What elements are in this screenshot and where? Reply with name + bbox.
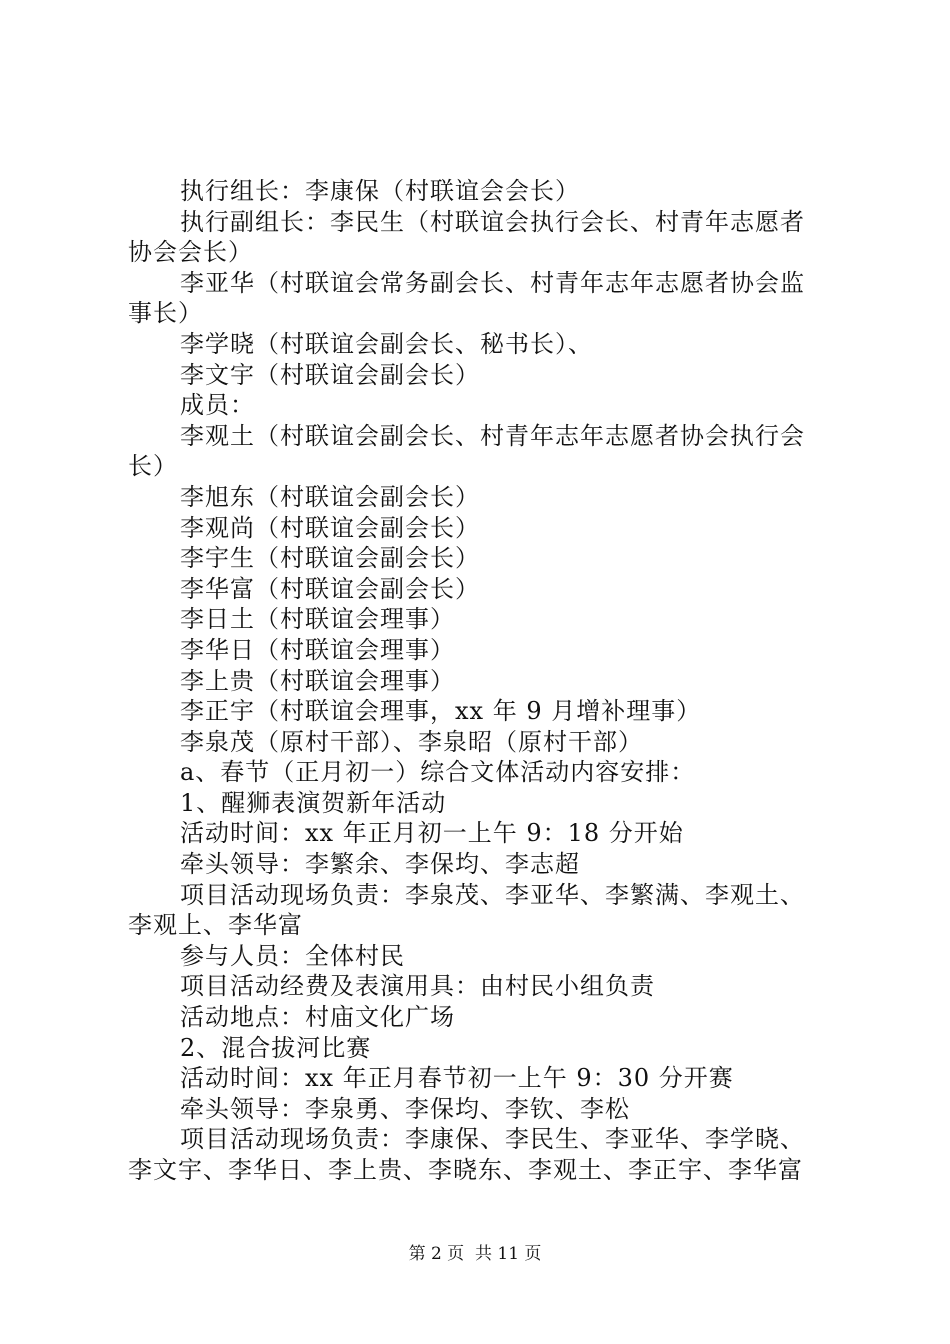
text-line: 牵头领导：李泉勇、李保均、李钦、李松: [180, 1094, 630, 1123]
text-line: 参与人员：全体村民: [180, 941, 405, 970]
text-line: 项目活动现场负责：李泉茂、李亚华、李繁满、李观土、: [180, 880, 805, 909]
page-footer: 第 2 页 共 11 页: [408, 1244, 542, 1264]
text-line: 执行组长：李康保（村联谊会会长）: [180, 177, 580, 205]
text-line: 李日土（村联谊会理事）: [180, 605, 455, 634]
text-line: 李华日（村联谊会理事）: [180, 635, 455, 664]
section-heading: a、春节（正月初一）综合文体活动内容安排：: [180, 758, 696, 787]
text-line: 活动时间：xx 年正月初一上午 9：18 分开始: [180, 819, 684, 848]
text-line: 项目活动现场负责：李康保、李民生、李亚华、李学晓、: [180, 1125, 805, 1154]
text-line: 李文宇（村联谊会副会长）: [180, 360, 480, 389]
text-line: 长）: [128, 452, 178, 481]
text-line: 李宇生（村联谊会副会长）: [180, 544, 480, 573]
item-heading: 1、醒狮表演贺新年活动: [180, 788, 447, 817]
document-body: [128, 176, 833, 1186]
item-heading: 2、混合拔河比赛: [180, 1033, 372, 1062]
text-line: 事长）: [128, 299, 203, 328]
text-line: 执行副组长：李民生（村联谊会执行会长、村青年志愿者: [180, 207, 805, 236]
text-line: 李文宇、李华日、李上贵、李晓东、李观土、李正宇、李华富: [128, 1156, 803, 1184]
text-line: 活动地点：村庙文化广场: [180, 1003, 455, 1032]
text-line: 李正宇（村联谊会理事，xx 年 9 月增补理事）: [180, 697, 702, 726]
text-line: 成员：: [180, 391, 255, 420]
text-line: 李华富（村联谊会副会长）: [180, 574, 480, 603]
text-line: 牵头领导：李繁余、李保均、李志超: [180, 850, 580, 879]
text-line: 李亚华（村联谊会常务副会长、村青年志年志愿者协会监: [180, 268, 805, 297]
text-line: 李观尚（村联谊会副会长）: [180, 513, 480, 542]
text-line: 李上贵（村联谊会理事）: [180, 666, 455, 695]
text-line: 李观土（村联谊会副会长、村青年志年志愿者协会执行会: [180, 421, 805, 450]
text-line: 活动时间：xx 年正月春节初一上午 9：30 分开赛: [180, 1064, 734, 1093]
text-line: 协会会长）: [128, 238, 253, 267]
text-line: 李泉茂（原村干部）、李泉昭（原村干部）: [180, 727, 643, 756]
text-line: 李观上、李华富: [128, 911, 303, 940]
text-line: 李旭东（村联谊会副会长）: [180, 482, 480, 511]
text-line: 项目活动经费及表演用具：由村民小组负责: [180, 972, 655, 1001]
text-line: 李学晓（村联谊会副会长、秘书长）、: [180, 329, 593, 358]
